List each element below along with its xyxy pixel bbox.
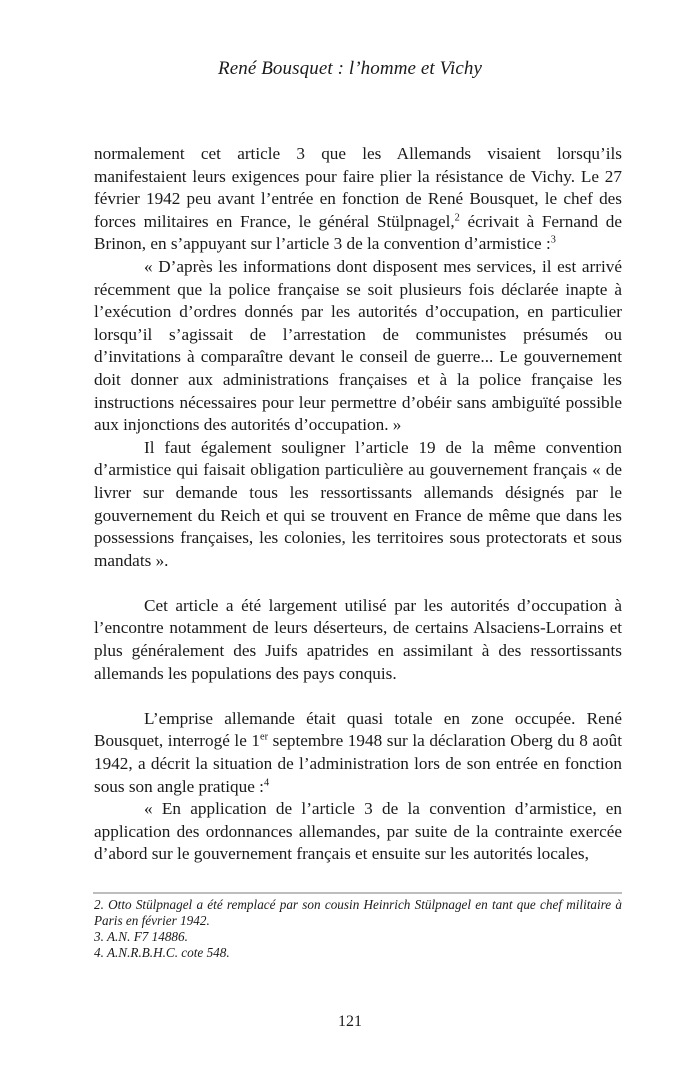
- paragraph-spacer: [94, 685, 622, 708]
- paragraph-5: [94, 708, 622, 798]
- footnote-ref-4: 4: [263, 776, 270, 788]
- footnote-separator-rule: [93, 892, 622, 894]
- footnote-3: 3. A.N. F7 14886.: [94, 929, 188, 944]
- footnote-ref-2: 2: [454, 212, 460, 224]
- footnote-ref-3: 3: [550, 234, 556, 246]
- paragraph-3: Il faut également souligner l’article 19 de la même convention d’armistice qui faisait obligation particulière au gouvernement français « de livrer sur demande tous les ressortissants allemands désignés par le gouvernement du Reich et qui se trouvent en France de même que dans les possessions françaises, les colonies, les territoires sous protectorats et sous mandats ».: [94, 437, 622, 570]
- paragraph-1: [94, 143, 622, 256]
- running-head-title: René Bousquet : l’homme et Vichy: [218, 58, 482, 79]
- paragraph-5-text-a: L’emprise allemande était quasi totale en zone occupée. René Bousquet, interrogé le 1: [94, 708, 622, 751]
- page-number: 121: [338, 1013, 362, 1030]
- ordinal-superscript: er: [260, 731, 269, 743]
- paragraph-spacer: [94, 572, 622, 595]
- footnotes: [94, 897, 622, 961]
- body-text: [94, 143, 622, 866]
- paragraph-1-text-a: normalement cet article 3 que les Allemands visaient lorsqu’ils manifestaient leurs exigences pour faire plier la résistance de Vichy. Le 27 février 1942 peu avant l’entrée en fonction de René Bousquet, le chef des forces militaires en France, le général Stülpnagel,: [94, 144, 622, 231]
- footnote-2: 2. Otto Stülpnagel a été remplacé par son cousin Heinrich Stülpnagel en tant que chef militaire à Paris en février 1942.: [94, 897, 622, 928]
- paragraph-5-text-b: septembre 1948 sur la déclaration Oberg du 8 août 1942, a décrit la situation de l’administration lors de son entrée en fonction sous son angle pratique :: [94, 731, 622, 796]
- paragraph-1-text-b: écrivait à Fernand de Brinon, en s’appuyant sur l’article 3 de la convention d’armistice :: [94, 211, 622, 254]
- footnote-4: 4. A.N.R.B.H.C. cote 548.: [94, 945, 230, 960]
- paragraph-4: Cet article a été largement utilisé par les autorités d’occupation à l’encontre notamment de leurs déserteurs, de certains Alsaciens-Lorrains et plus généralement des Juifs apatrides en assimilant à des ressortissants allemands les populations des pays conquis.: [94, 595, 622, 683]
- paragraph-2-quote: « D’après les informations dont disposent mes services, il est arrivé récemment que la police française se soit plusieurs fois déclarée inapte à l’exécution d’ordres donnés par les autorités d’occupation, en particulier lorsqu’il s’agissait de l’arrestation de communistes présumés ou d’invitations à comparaître devant le conseil de guerre... Le gouvernement doit donner aux administrations françaises et à la police française les instructions nécessaires pour leur permettre d’obéir sans ambiguïté possible aux injonctions des autorités d’occupation. »: [94, 256, 622, 435]
- paragraph-6-quote: « En application de l’article 3 de la convention d’armistice, en application des ordonnances allemandes, par suite de la contrainte exercée d’abord sur le gouvernement français et ensuite sur les autorités locales,: [94, 799, 622, 864]
